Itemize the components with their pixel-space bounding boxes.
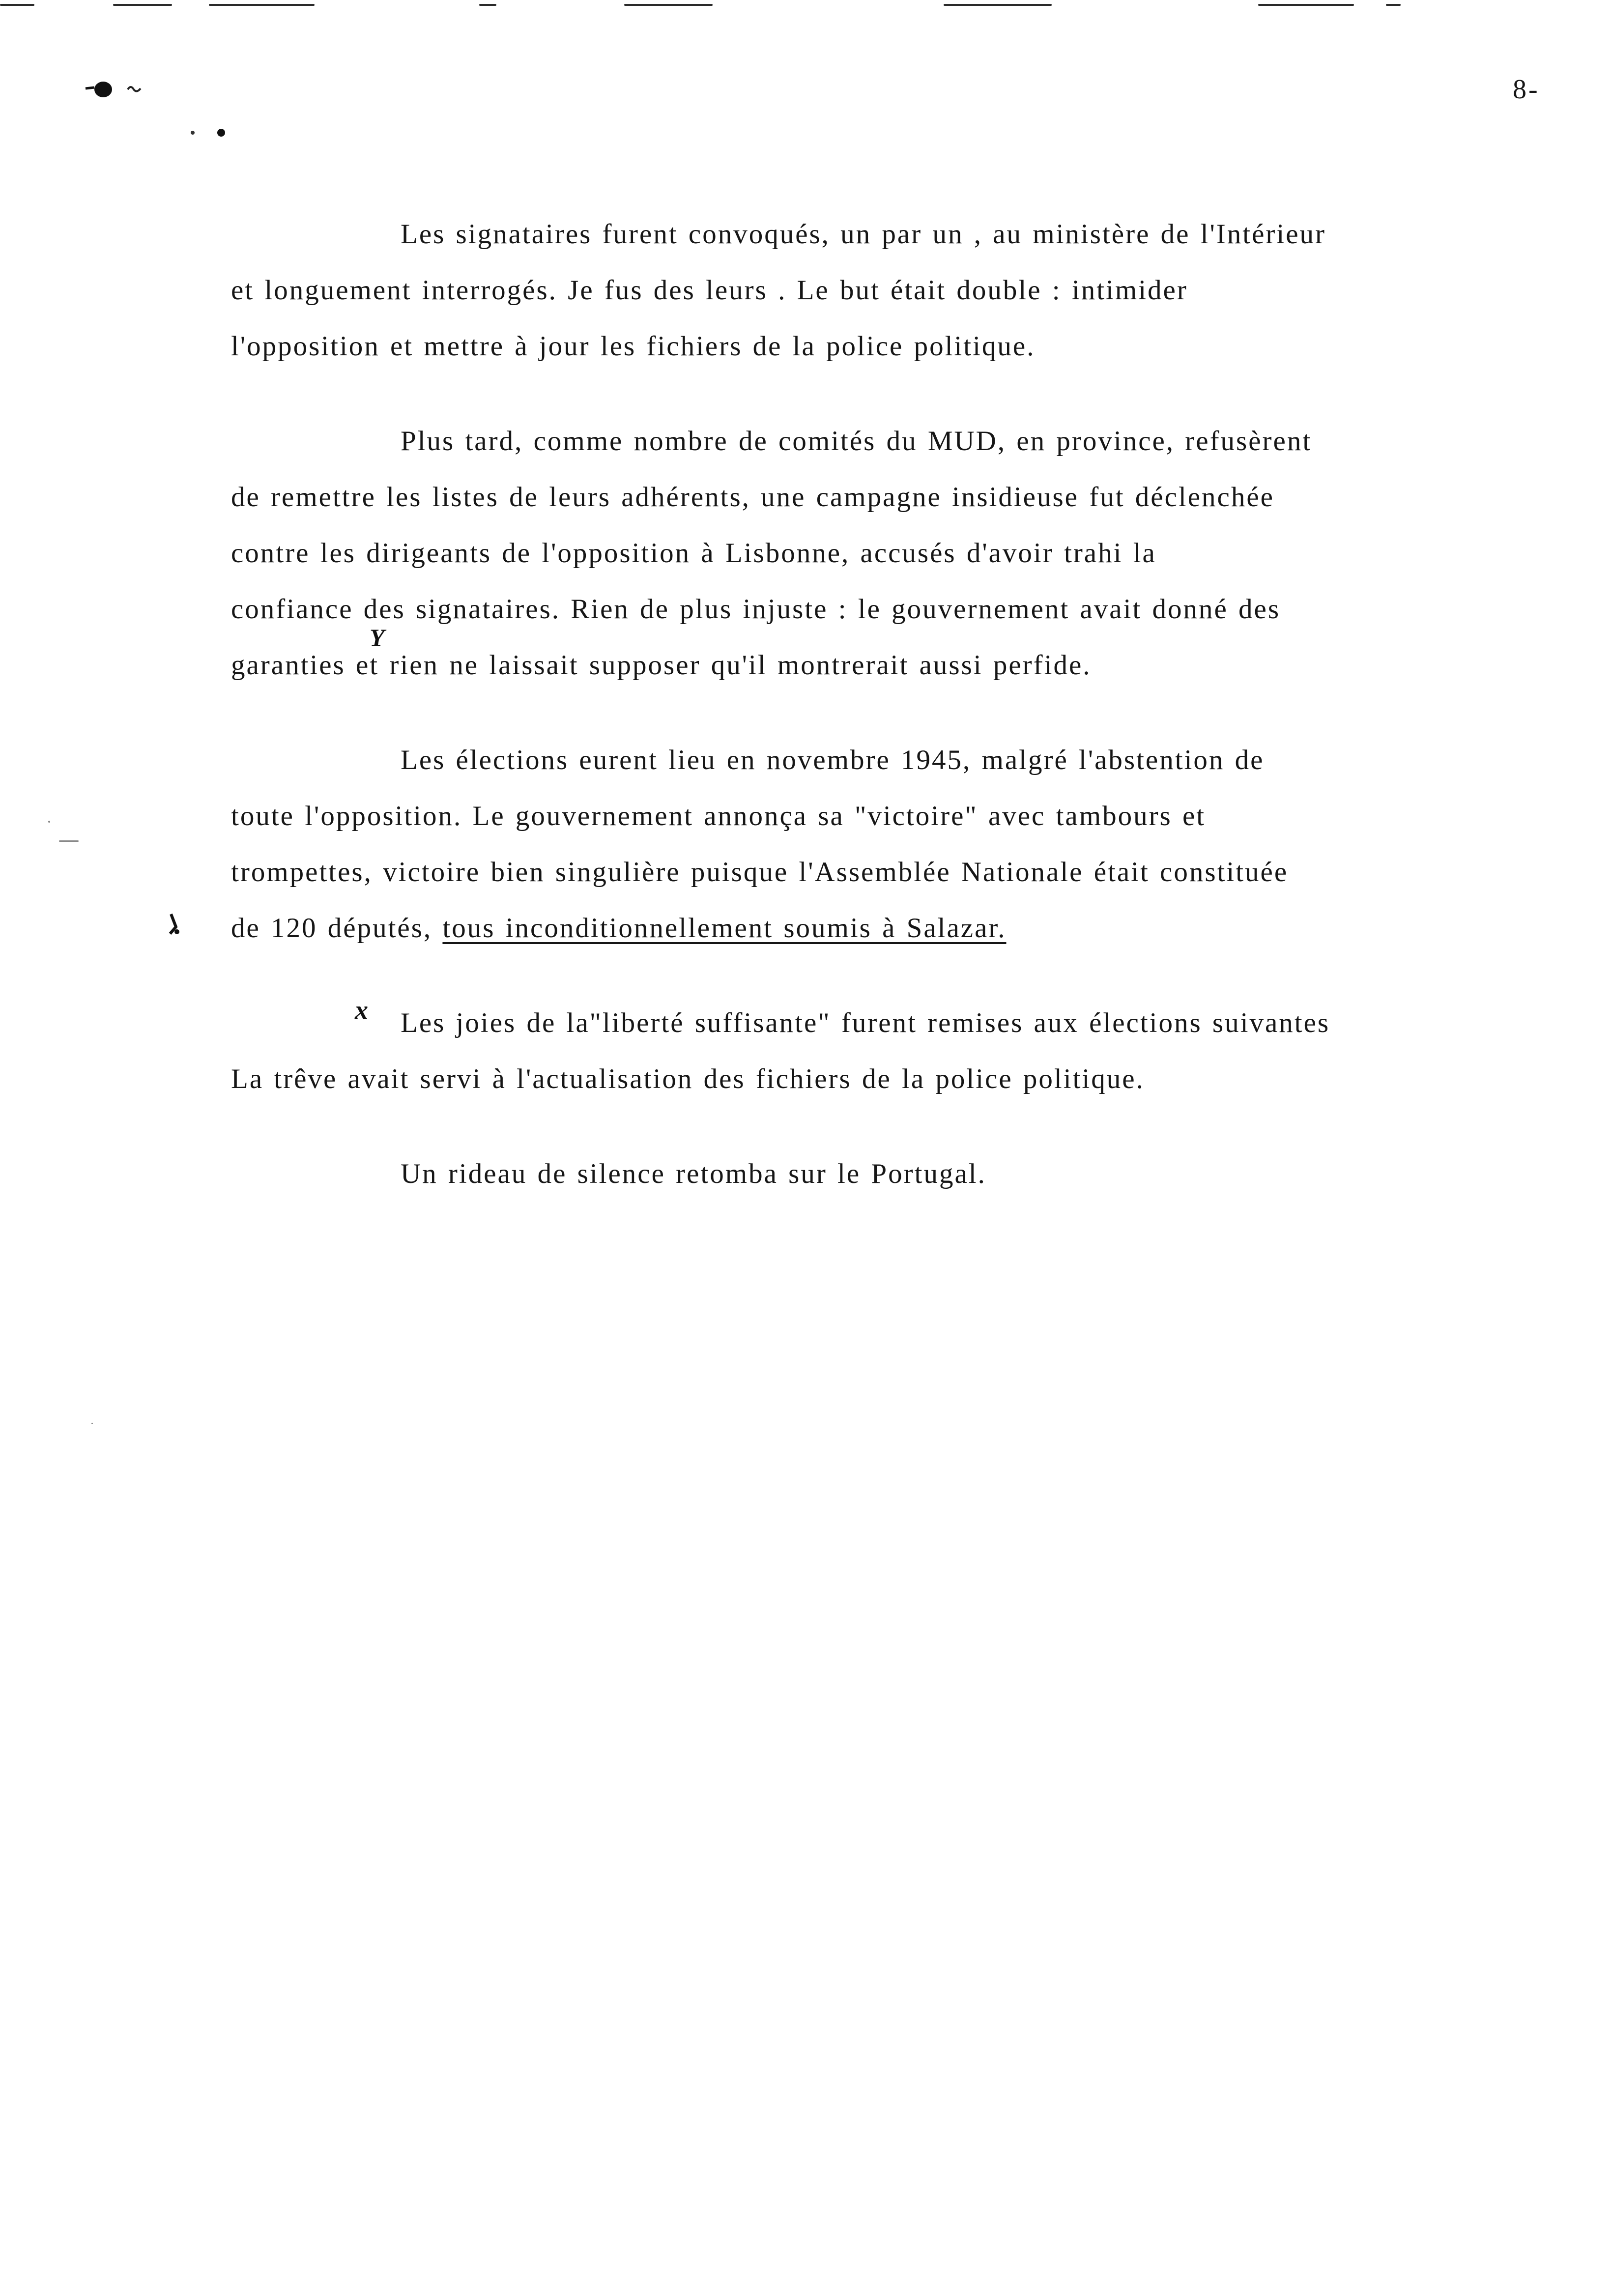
scan-edge-line [0,4,34,6]
scan-edge-line [944,4,1052,6]
text-line [231,900,1612,956]
scan-edge-line [1258,4,1354,6]
scan-edge-line [1386,4,1401,6]
text-line: garanties et rien ne laissait supposer qu'il montrerait aussi perfide. [231,650,1092,681]
paragraph-5 [231,1146,1612,1202]
text-line: La trêve avait servi à l'actualisation des fichiers de la police politique. [231,1063,1145,1094]
paragraph-2 [231,413,1612,693]
text-line: Les joies de la"liberté suffisante" furent remises aux élections suivantes [401,1007,1330,1038]
text-line: et longuement interrogés. Je fus des leurs . Le but était double : intimider [231,275,1188,306]
ink-mark-top-left [84,75,162,104]
text-line: contre les dirigeants de l'opposition à Lisbonne, accusés d'avoir trahi la [231,538,1156,569]
body-text [231,206,1612,1241]
scan-edge-line [209,4,315,6]
paragraph-4 [231,995,1612,1107]
handwritten-margin-mark [167,912,182,937]
paragraph-1 [231,206,1612,374]
text-line: trompettes, victoire bien singulière puisque l'Assemblée Nationale était constituée [231,857,1289,888]
scan-edge-line [479,4,496,6]
text-line: l'opposition et mettre à jour les fichiers de la police politique. [231,331,1036,362]
text-line: Plus tard, comme nombre de comités du MUD, en province, refusèrent [401,426,1312,457]
scan-speck [59,840,79,842]
text-line: Les élections eurent lieu en novembre 1945, malgré l'abstention de [401,745,1265,775]
ink-dots [187,123,236,143]
text-line: Les signataires furent convoqués, un par un , au ministère de l'Intérieur [401,219,1326,250]
handwritten-y-mark: Y [370,624,385,651]
page-number: 8- [1513,74,1540,105]
text-line: de remettre les listes de leurs adhérents, une campagne insidieuse fut déclenchée [231,482,1274,513]
scan-edge-line [113,4,172,6]
scan-speck [91,1423,93,1424]
text-line: confiance des signataires. Rien de plus injuste : le gouvernement avait donné des [231,594,1281,625]
text-line: Un rideau de silence retomba sur le Portugal. [401,1158,986,1189]
scan-speck [48,821,50,823]
text-line: toute l'opposition. Le gouvernement annonça sa "victoire" avec tambours et [231,801,1206,832]
handwritten-x-mark: x [355,995,368,1025]
text-line-start: de 120 députés, [231,913,443,944]
underlined-text: tous inconditionnellement soumis à Salazar. [442,913,1007,944]
scan-edge-line [624,4,713,6]
paragraph-3 [231,732,1612,956]
